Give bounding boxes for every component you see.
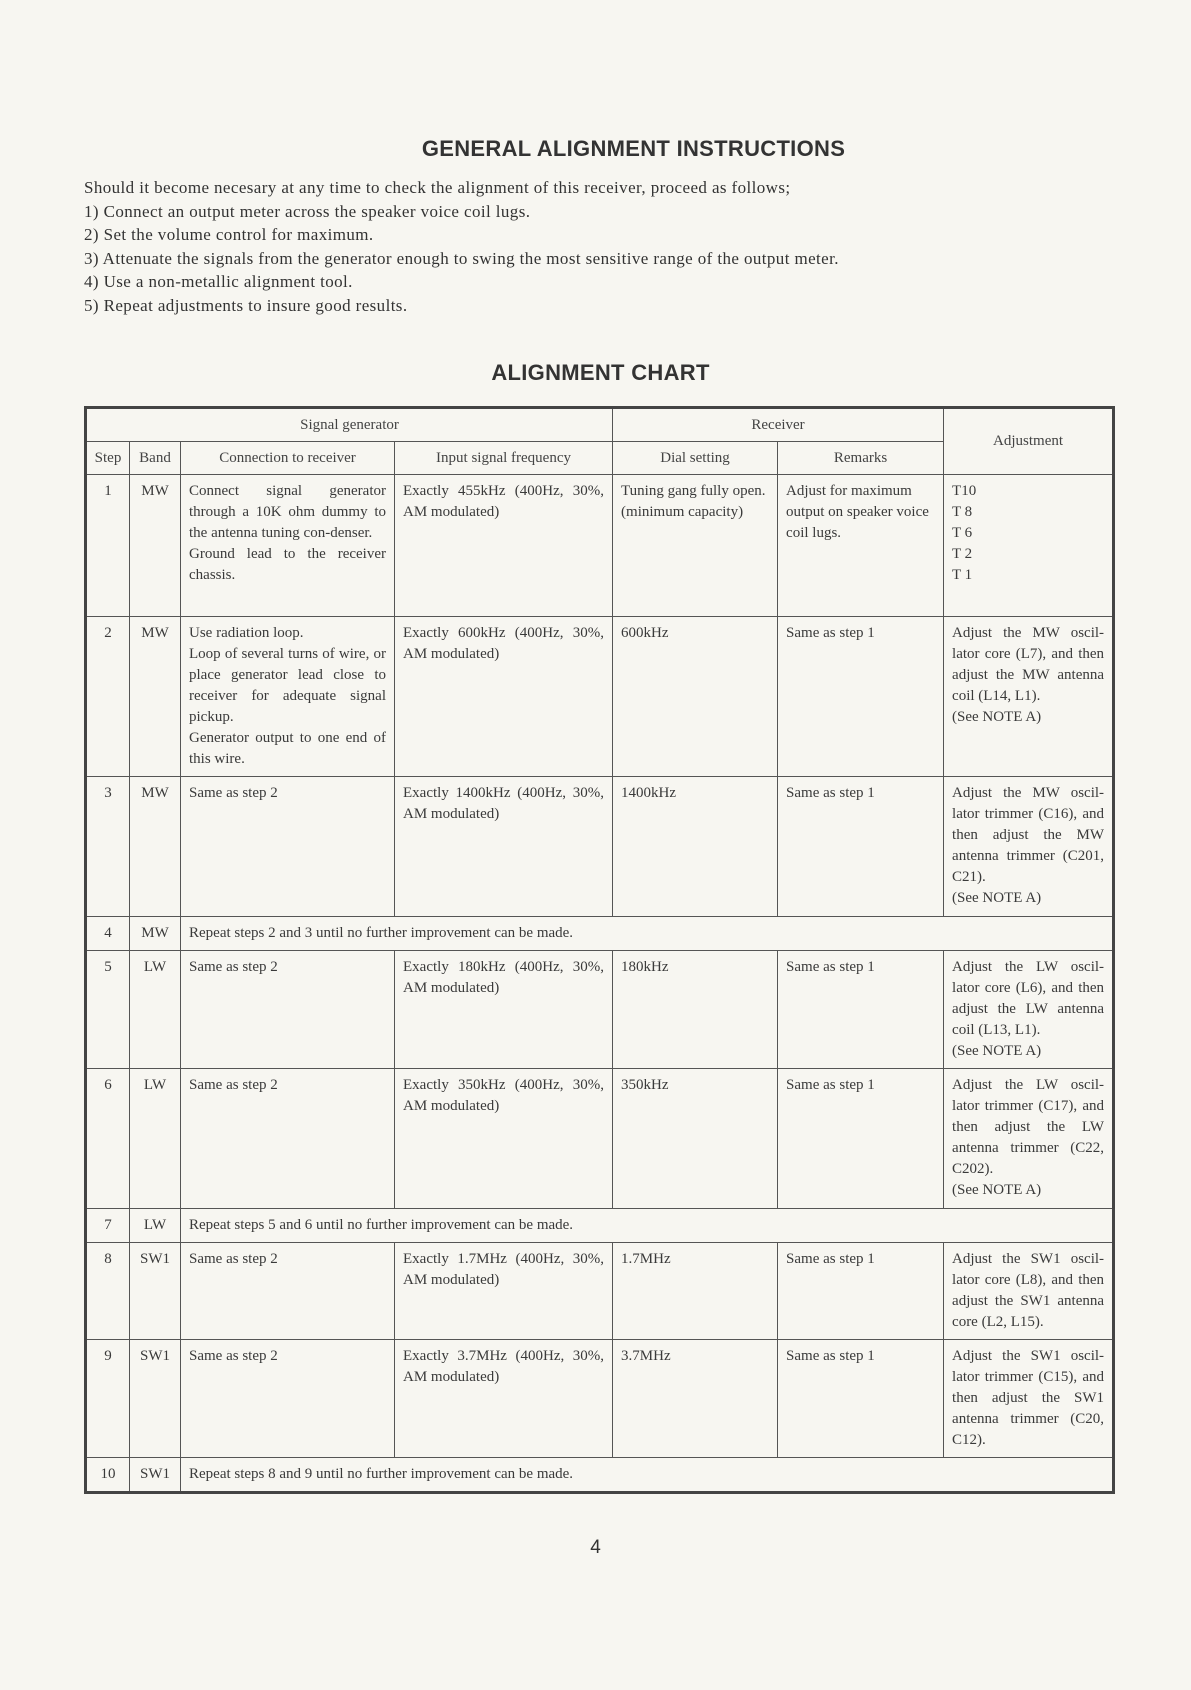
input-cell: Exactly 1400kHz (400Hz, 30%, AM modulated) [395,777,613,917]
instruction-line: 1) Connect an output meter across the speaker voice coil lugs. [84,201,531,221]
dial-cell: 1400kHz [613,777,778,917]
instruction-line: 3) Attenuate the signals from the generator enough to swing the most sensitive range of the output meter. [84,248,839,268]
remarks-cell: Same as step 1 [778,951,944,1069]
input-cell: Exactly 180kHz (400Hz, 30%, AM modulated) [395,951,613,1069]
page-number: 4 [590,1537,601,1558]
band-cell: MW [130,617,181,777]
band-cell: MW [130,777,181,917]
adjustment-header: Adjustment [944,408,1114,475]
step-cell: 5 [86,951,130,1069]
chart-title: ALIGNMENT CHART [491,360,710,385]
adjustment-cell: T10 T 8 T 6 T 2 T 1 [944,475,1114,617]
instruction-line: 5) Repeat adjustments to insure good results. [84,295,408,315]
band-cell: LW [130,951,181,1069]
input-cell: Exactly 1.7MHz (400Hz, 30%, AM modulated) [395,1243,613,1340]
input-cell: Exactly 455kHz (400Hz, 30%, AM modulated) [395,475,613,617]
repeat-cell: Repeat steps 5 and 6 until no further improvement can be made. [181,1209,1114,1243]
input-column-header: Input signal frequency [395,442,613,475]
instruction-line: Should it become necesary at any time to check the alignment of this receiver, proceed as follows; [84,178,791,197]
dial-cell: Tuning gang fully open. (minimum capacity) [613,475,778,617]
band-cell: SW1 [130,1243,181,1340]
table-row [86,951,1114,1069]
table-row [86,917,1114,951]
connection-cell: Same as step 2 [181,1069,395,1209]
adjustment-cell: Adjust the MW oscil-lator core (L7), and then adjust the MW antenna coil (L14, L1). (See NOTE A) [944,617,1114,777]
connection-cell: Connect signal generator through a 10K ohm dummy to the antenna tuning con-denser. Ground lead to the receiver chassis. [181,475,395,617]
connection-cell: Same as step 2 [181,951,395,1069]
input-cell: Exactly 3.7MHz (400Hz, 30%, AM modulated) [395,1340,613,1458]
dial-cell: 3.7MHz [613,1340,778,1458]
input-cell: Exactly 600kHz (400Hz, 30%, AM modulated) [395,617,613,777]
table-row [86,1209,1114,1243]
repeat-cell: Repeat steps 2 and 3 until no further improvement can be made. [181,917,1114,951]
step-cell: 8 [86,1243,130,1340]
page-heading: GENERAL ALIGNMENT INSTRUCTIONS [421,136,846,161]
table-row [86,1340,1114,1458]
step-cell: 2 [86,617,130,777]
band-column-header: Band [130,442,181,475]
table-row [86,777,1114,917]
table-row [86,1069,1114,1209]
adjustment-cell: Adjust the MW oscil-lator trimmer (C16), and then adjust the MW antenna trimmer (C201, C21). (See NOTE A) [944,777,1114,917]
dial-column-header: Dial setting [613,442,778,475]
remarks-cell: Same as step 1 [778,1340,944,1458]
step-cell: 6 [86,1069,130,1209]
adjustment-cell: Adjust the LW oscil-lator core (L6), and then adjust the LW antenna coil (L13, L1). (See NOTE A) [944,951,1114,1069]
remarks-cell: Adjust for maximum output on speaker voice coil lugs. [778,475,944,617]
receiver-header: Receiver [613,408,944,442]
signal-generator-header: Signal generator [86,408,613,442]
connection-cell: Same as step 2 [181,1243,395,1340]
dial-cell: 350kHz [613,1069,778,1209]
remarks-cell: Same as step 1 [778,617,944,777]
dial-cell: 180kHz [613,951,778,1069]
band-cell: LW [130,1069,181,1209]
instruction-line: 4) Use a non-metallic alignment tool. [84,272,353,291]
band-cell: MW [130,475,181,617]
adjustment-cell: Adjust the SW1 oscil-lator core (L8), and then adjust the SW1 antenna core (L2, L15). [944,1243,1114,1340]
step-cell: 1 [86,475,130,617]
connection-cell: Same as step 2 [181,777,395,917]
band-cell: LW [130,1209,181,1243]
remarks-column-header: Remarks [778,442,944,475]
input-cell: Exactly 350kHz (400Hz, 30%, AM modulated) [395,1069,613,1209]
remarks-cell: Same as step 1 [778,777,944,917]
table-row [86,1243,1114,1340]
step-cell: 7 [86,1209,130,1243]
connection-cell: Use radiation loop. Loop of several turns of wire, or place generator lead close to receiver for adequate signal pickup. Generator output to one end of this wire. [181,617,395,777]
alignment-chart-table [84,406,1115,1494]
table-row [86,1458,1114,1493]
dial-cell: 600kHz [613,617,778,777]
remarks-cell: Same as step 1 [778,1069,944,1209]
band-cell: SW1 [130,1340,181,1458]
step-cell: 9 [86,1340,130,1458]
instruction-line: 2) Set the volume control for maximum. [84,225,374,244]
instructions-list [84,176,1044,317]
table-row [86,475,1114,617]
band-cell: SW1 [130,1458,181,1493]
table-row [86,617,1114,777]
step-cell: 10 [86,1458,130,1493]
remarks-cell: Same as step 1 [778,1243,944,1340]
step-column-header: Step [86,442,130,475]
repeat-cell: Repeat steps 8 and 9 until no further improvement can be made. [181,1458,1114,1493]
step-cell: 3 [86,777,130,917]
step-cell: 4 [86,917,130,951]
connection-column-header: Connection to receiver [181,442,395,475]
dial-cell: 1.7MHz [613,1243,778,1340]
connection-cell: Same as step 2 [181,1340,395,1458]
band-cell: MW [130,917,181,951]
adjustment-cell: Adjust the LW oscil-lator trimmer (C17), and then adjust the LW antenna trimmer (C22, C202). (See NOTE A) [944,1069,1114,1209]
adjustment-cell: Adjust the SW1 oscil-lator trimmer (C15), and then adjust the SW1 antenna trimmer (C20, C12). [944,1340,1114,1458]
